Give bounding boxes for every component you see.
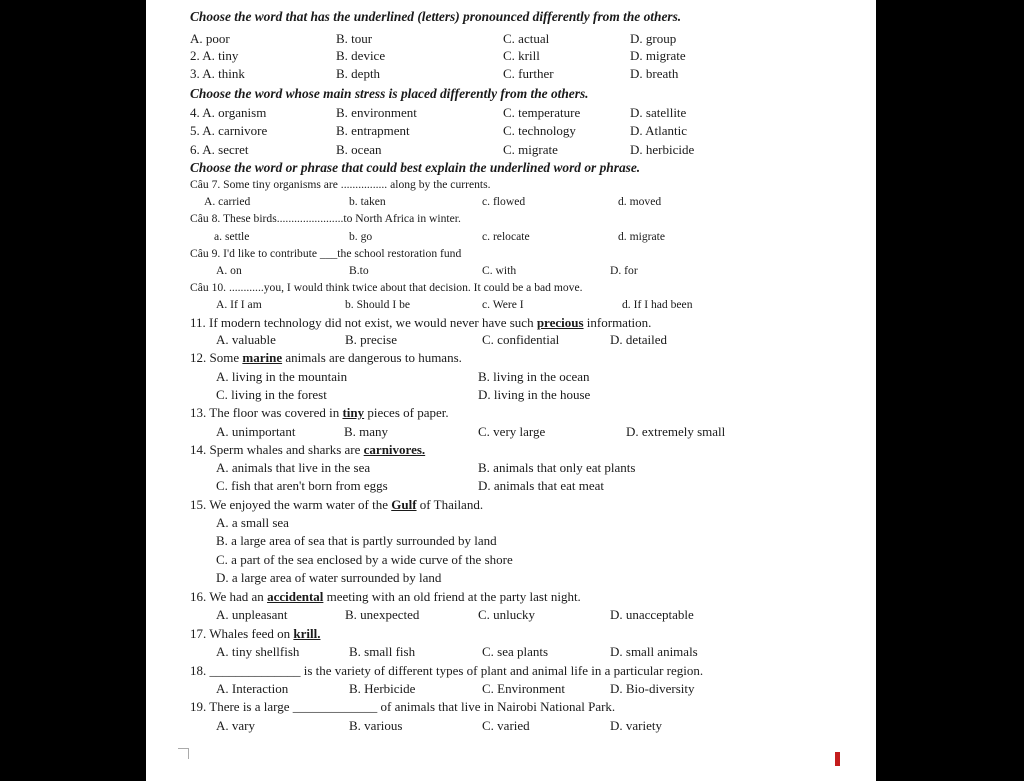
q10-option-c: c. Were I [482,298,524,311]
q16-option-b: B. unexpected [345,607,420,622]
q4-option-a: 4. A. organism [190,105,267,120]
q8-option-b: b. go [349,230,373,243]
q14-option-d: D. animals that eat meat [478,478,604,493]
q17-option-d: D. small animals [610,644,698,659]
q3-option-c: C. further [503,66,554,81]
q18-option-a: A. Interaction [216,681,289,696]
q12-option-d: D. living in the house [478,387,591,402]
q16-stem-text: 16. We had an [190,589,264,604]
q1-option-c: C. actual [503,31,550,46]
question-8-stem: Câu 8. These birds.......................to North Africa in winter. [190,212,461,225]
q19-option-a: A. vary [216,718,255,733]
q19-option-d: D. variety [610,718,662,733]
q12-underlined-word: marine [242,350,283,365]
q16-underlined-word: accidental [267,589,324,604]
q9-option-b: B.to [349,264,369,277]
q17-option-a: A. tiny shellfish [216,644,300,659]
question-14-stem [190,441,858,458]
q13-option-c: C. very large [478,424,546,439]
q12-stem-end: animals are dangerous to humans. [285,350,462,365]
q16-option-d: D. unacceptable [610,607,694,622]
question-16-stem [190,588,858,605]
question-11-stem [190,314,858,331]
question-9-options [190,262,858,279]
question-9-stem: Câu 9. I'd like to contribute ___the school restoration fund [190,247,462,260]
q6-option-d: D. herbicide [630,142,695,157]
question-15-option-d-line [190,569,858,586]
text-cursor-marker [835,752,840,766]
question-19-options [190,717,858,734]
q1-option-a: A. poor [190,31,230,46]
q9-option-d: D. for [610,264,638,277]
q5-option-d: D. Atlantic [630,123,688,138]
q5-option-c: C. technology [503,123,576,138]
question-17-stem [190,625,858,642]
question-3 [190,65,858,82]
q17-option-b: B. small fish [349,644,416,659]
question-15-stem [190,496,858,513]
q3-option-a: 3. A. think [190,66,245,81]
q18-option-c: C. Environment [482,681,566,696]
q6-option-c: C. migrate [503,142,558,157]
question-15-option-a-line [190,514,858,531]
q11-option-c: C. confidential [482,332,560,347]
q4-option-d: D. satellite [630,105,687,120]
q15-option-b: B. a large area of sea that is partly surrounded by land [216,533,497,548]
q17-underlined-word: krill. [293,626,321,641]
question-1 [190,30,858,47]
question-2 [190,47,858,64]
q10-option-a: A. If I am [216,298,262,311]
q4-option-c: C. temperature [503,105,581,120]
q16-option-a: A. unpleasant [216,607,288,622]
q13-stem-end: pieces of paper. [367,405,449,420]
q15-option-d: D. a large area of water surrounded by land [216,570,442,585]
page-corner-mark [178,748,189,759]
section-heading-pronunciation: Choose the word that has the underlined (letters) pronounced differently from the others. [190,9,682,24]
q5-option-b: B. entrapment [336,123,410,138]
question-12-options-row2 [190,386,858,403]
q16-stem-end: meeting with an old friend at the party last night. [326,589,581,604]
question-11-options [190,331,858,348]
q19-option-b: B. various [349,718,403,733]
question-8-options [190,228,858,245]
question-18-options [190,680,858,697]
q15-option-a: A. a small sea [216,515,289,530]
question-6 [190,141,858,158]
q11-underlined-word: precious [536,315,584,330]
q7-option-c: c. flowed [482,195,526,208]
question-7-stem: Câu 7. Some tiny organisms are ................ along by the currents. [190,178,491,191]
q12-option-b: B. living in the ocean [478,369,590,384]
q15-underlined-word: Gulf [391,497,417,512]
q11-option-d: D. detailed [610,332,668,347]
q4-option-b: B. environment [336,105,417,120]
question-10-options [190,296,858,313]
q18-option-b: B. Herbicide [349,681,416,696]
q7-option-b: b. taken [349,195,386,208]
q3-option-d: D. breath [630,66,679,81]
q12-option-c: C. living in the forest [216,387,327,402]
question-18-stem: 18. ______________ is the variety of different types of plant and animal life in a particular region. [190,663,704,678]
q11-stem-end: information. [586,315,652,330]
q2-option-b: B. device [336,48,386,63]
q15-stem-text: 15. We enjoyed the warm water of the [190,497,388,512]
q14-option-b: B. animals that only eat plants [478,460,636,475]
q13-underlined-word: tiny [342,405,365,420]
q19-option-c: C. varied [482,718,530,733]
question-19-stem: 19. There is a large _____________ of animals that live in Nairobi National Park. [190,699,616,714]
question-12-stem [190,349,858,366]
q17-stem-text: 17. Whales feed on [190,626,291,641]
q13-option-a: A. unimportant [216,424,296,439]
question-17-options [190,643,858,660]
q14-underlined-word: carnivores. [363,442,426,457]
q15-option-c: C. a part of the sea enclosed by a wide curve of the shore [216,552,513,567]
q6-option-a: 6. A. secret [190,142,249,157]
question-15-option-b-line [190,532,858,549]
q2-option-c: C. krill [503,48,540,63]
q2-option-a: 2. A. tiny [190,48,239,63]
q14-stem-text: 14. Sperm whales and sharks are [190,442,361,457]
question-12-options-row1 [190,368,858,385]
q1-option-b: B. tour [336,31,373,46]
q8-option-c: c. relocate [482,230,530,243]
q16-option-c: C. unlucky [478,607,536,622]
worksheet-page [146,0,876,781]
q9-option-a: A. on [216,264,242,277]
question-5 [190,122,858,139]
q6-option-b: B. ocean [336,142,382,157]
q13-option-d: D. extremely small [626,424,726,439]
question-13-options [190,423,858,440]
q7-option-a: A. carried [204,195,251,208]
q15-stem-end: of Thailand. [419,497,484,512]
q14-option-a: A. animals that live in the sea [216,460,371,475]
q8-option-a: a. settle [214,230,250,243]
q11-option-b: B. precise [345,332,397,347]
section-heading-stress: Choose the word whose main stress is placed differently from the others. [190,86,589,101]
question-14-options-row2 [190,477,858,494]
q7-option-d: d. moved [618,195,662,208]
section-heading-meaning: Choose the word or phrase that could best explain the underlined word or phrase. [190,160,641,175]
q12-option-a: A. living in the mountain [216,369,348,384]
q13-option-b: B. many [344,424,389,439]
q2-option-d: D. migrate [630,48,686,63]
q12-stem-text: 12. Some [190,350,240,365]
q3-option-b: B. depth [336,66,381,81]
question-16-options [190,606,858,623]
q14-option-c: C. fish that aren't born from eggs [216,478,388,493]
q11-option-a: A. valuable [216,332,276,347]
q10-option-b: b. Should I be [345,298,411,311]
q5-option-a: 5. A. carnivore [190,123,268,138]
q13-stem-text: 13. The floor was covered in [190,405,340,420]
question-7-options [190,193,858,210]
question-13-stem [190,404,858,421]
question-15-option-c-line [190,551,858,568]
question-4 [190,104,858,121]
q11-stem-text: 11. If modern technology did not exist, we would never have such [190,315,534,330]
q10-option-d: d. If I had been [622,298,693,311]
q1-option-d: D. group [630,31,677,46]
q9-option-c: C. with [482,264,517,277]
q18-option-d: D. Bio-diversity [610,681,695,696]
question-10-stem: Câu 10. ............you, I would think twice about that decision. It could be a bad move. [190,281,583,294]
question-14-options-row1 [190,459,858,476]
q17-option-c: C. sea plants [482,644,549,659]
q8-option-d: d. migrate [618,230,666,243]
